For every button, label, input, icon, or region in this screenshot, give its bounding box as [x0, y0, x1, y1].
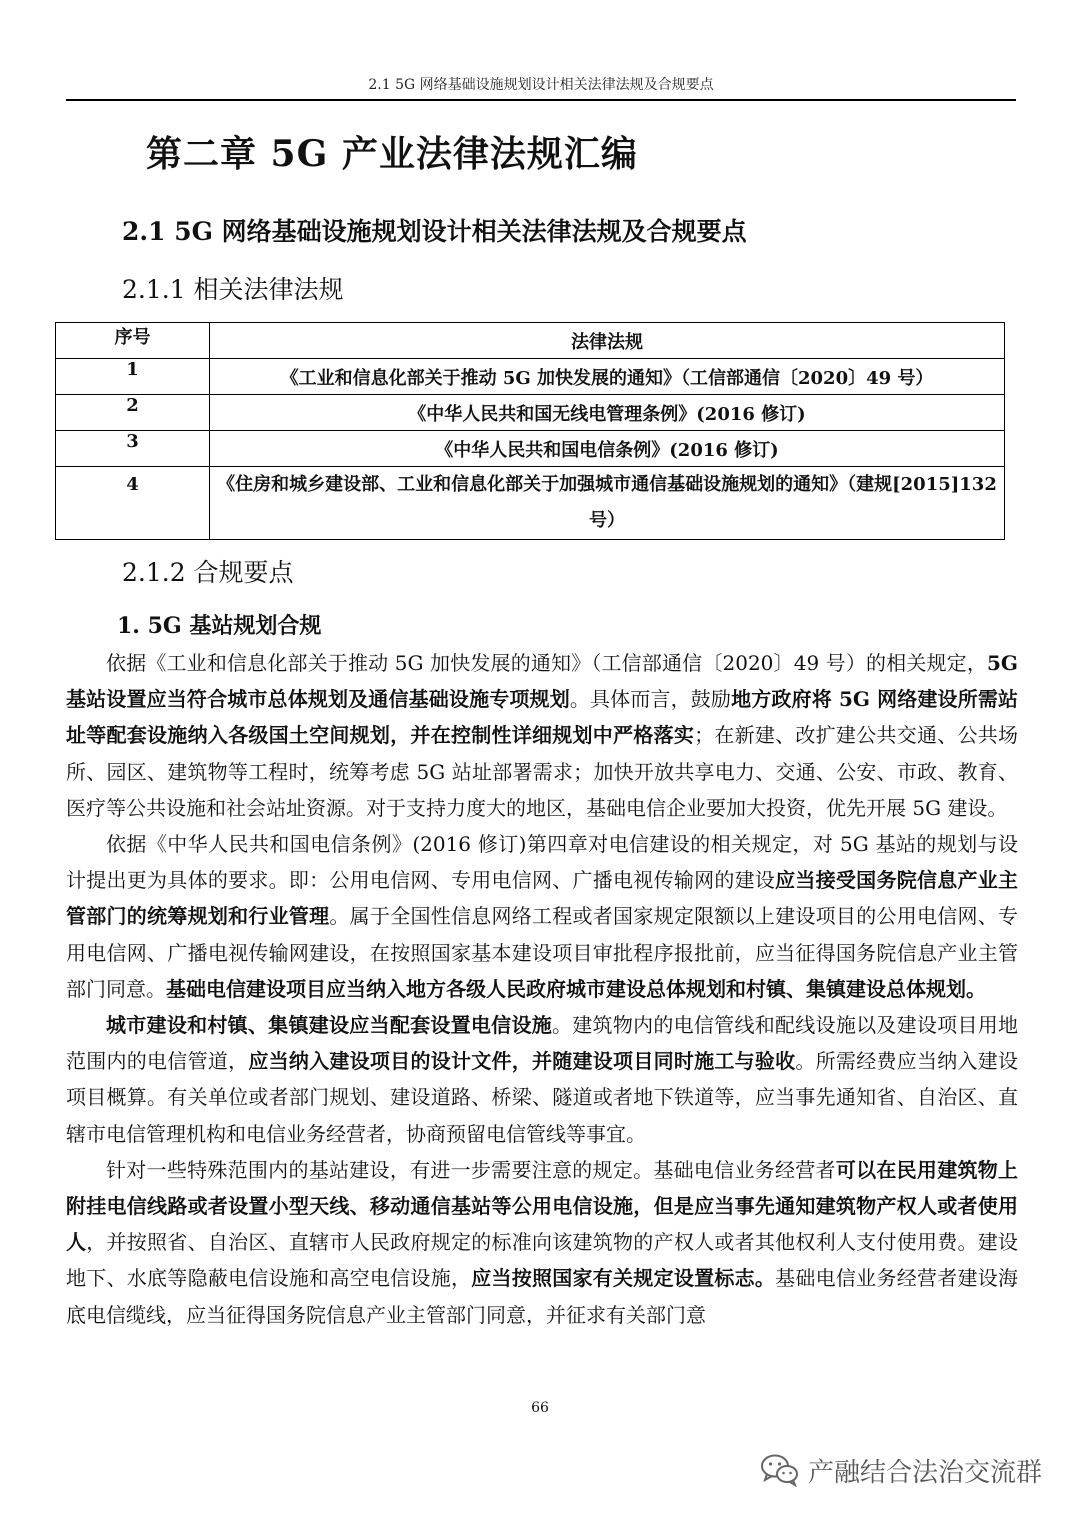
text-run: ；在新建、改扩建公共交通、公共场所、园区、建筑物等工程时，统筹考虑 5G 站址部署需求；加快开放共享电力、交通、公安、市政、教育、医疗等公共设施和社会站址资源。对于支持力度大的地区，基础电信企业要加大投资，优先开展 5G 建设。	[66, 723, 1019, 820]
table-row	[56, 431, 1005, 467]
table-cell-law: 《住房和城乡建设部、工业和信息化部关于加强城市通信基础设施规划的通知》（建规[2015]132 号）	[210, 467, 1005, 540]
watermark-text: 产融结合法治交流群	[808, 1457, 1043, 1488]
table-row	[56, 395, 1005, 431]
text-run: 基础电信业务经营者建设海底电信缆线，应当征得国务院信息产业主管部门同意，并征求有关部门意	[66, 1266, 1019, 1327]
wechat-icon	[760, 1453, 800, 1487]
table-cell-law: 《工业和信息化部关于推动 5G 加快发展的通知》（工信部通信〔2020〕49 号）	[210, 359, 1005, 395]
chapter-title: 第二章 5G 产业法律法规汇编	[146, 133, 638, 175]
text-run: 针对一些特殊范围内的基站建设，有进一步需要注意的规定。基础电信业务经营者	[106, 1157, 836, 1182]
paragraph	[66, 826, 1018, 1007]
text-run: 。具体而言，鼓励	[569, 687, 732, 712]
table-cell-law: 《中华人民共和国无线电管理条例》(2016 修订)	[210, 395, 1005, 431]
paragraph	[66, 1152, 1018, 1333]
page-number: 66	[531, 1400, 549, 1416]
bold-run: 地方政府将 5G 网络建设所需站址等配套设施纳入各级国土空间规划，并在控制性详细规划中严格落实	[66, 687, 1019, 748]
table-cell-no: 4	[56, 467, 210, 540]
paragraph	[66, 645, 1018, 826]
paragraph	[66, 1007, 1018, 1152]
text-run: 。建筑物内的电信管线和配线设施以及建设项目用地范围内的电信管道，	[66, 1013, 1018, 1074]
table-header-no: 序号	[56, 323, 210, 359]
topic-title: 1. 5G 基站规划合规	[117, 613, 322, 639]
running-header: 2.1 5G 网络基础设施规划设计相关法律法规及合规要点	[368, 77, 714, 93]
table-cell-no: 2	[56, 395, 210, 431]
table-header-law: 法律法规	[210, 323, 1005, 359]
bold-run: 基础电信建设项目应当纳入地方各级人民政府城市建设总体规划和村镇、集镇建设总体规划。	[166, 976, 986, 1001]
text-run: 依据《工业和信息化部关于推动 5G 加快发展的通知》（工信部通信〔2020〕49 号）的相关规定，	[106, 651, 987, 675]
watermark	[760, 1448, 1042, 1492]
bold-run: 5G 基站设置应当符合城市总体规划及通信基础设施专项规划	[66, 651, 1018, 712]
text-run: 依据《中华人民共和国电信条例》(2016 修订)第四章对电信建设的相关规定，对 5G 基站的规划与设计提出更为具体的要求。即：公用电信网、专用电信网、广播电视传输网的建设	[66, 832, 1018, 893]
table-cell-no: 3	[56, 431, 210, 467]
section-title: 2.1 5G 网络基础设施规划设计相关法律法规及合规要点	[122, 217, 747, 246]
text-run: 。所需经费应当纳入建设项目概算。有关单位或者部门规划、建设道路、桥梁、隧道或者地下铁道等，应当事先通知省、自治区、直辖市电信管理机构和电信业务经营者，协商预留电信管线等事宜。	[66, 1049, 1019, 1146]
bold-run: 应当接受国务院信息产业主管部门的统筹规划和行业管理	[66, 868, 1019, 929]
table-cell-law: 《中华人民共和国电信条例》(2016 修订)	[210, 431, 1005, 467]
table-row	[56, 467, 1005, 540]
subsection-title-laws: 2.1.1 相关法律法规	[122, 275, 344, 304]
table-header-row	[56, 323, 1005, 359]
text-run: ，并按照省、自治区、直辖市人民政府规定的标准向该建筑物的产权人或者其他权利人支付使用费。建设地下、水底等隐蔽电信设施和高空电信设施，	[66, 1230, 1019, 1291]
text-run: 。属于全国性信息网络工程或者国家规定限额以上建设项目的公用电信网、专用电信网、广播电视传输网建设，在按照国家基本建设项目审批程序报批前，应当征得国务院信息产业主管部门同意。	[66, 904, 1019, 1001]
body-text	[66, 645, 1018, 1333]
header-rule	[66, 99, 1016, 101]
subsection-title-compliance: 2.1.2 合规要点	[122, 558, 294, 587]
bold-run: 城市建设和村镇、集镇建设应当配套设置电信设施	[106, 1013, 552, 1038]
law-table	[55, 322, 1005, 540]
table-row	[56, 359, 1005, 395]
bold-run: 可以在民用建筑物上附挂电信线路或者设置小型天线、移动通信基站等公用电信设施，但是应当事先通知建筑物产权人或者使用人	[66, 1157, 1019, 1255]
bold-run: 应当纳入建设项目的设计文件，并随建设项目同时施工与验收	[248, 1049, 796, 1074]
table-cell-no: 1	[56, 359, 210, 395]
bold-run: 应当按照国家有关规定设置标志。	[471, 1266, 776, 1291]
